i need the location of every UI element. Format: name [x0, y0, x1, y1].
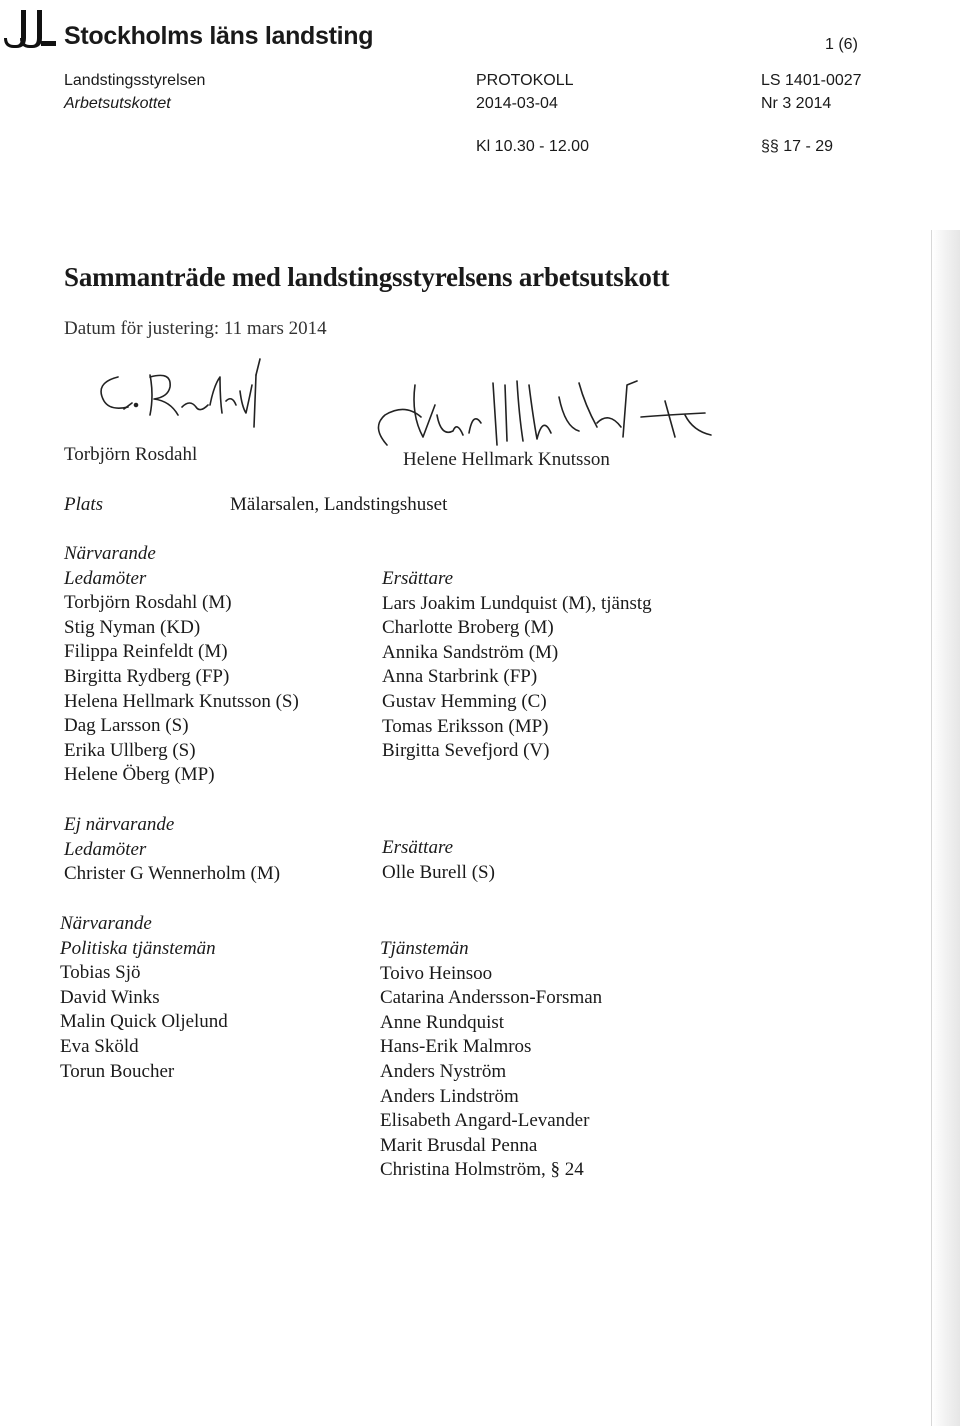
list-item: David Winks [60, 986, 160, 1008]
list-item: Marit Brusdal Penna [380, 1134, 538, 1156]
political-officials-section [60, 912, 228, 1084]
meeting-title: Sammanträde med landstingsstyrelsens arbetsutskott [64, 262, 670, 292]
absent-members-label: Ledamöter [64, 838, 147, 860]
list-item: Olle Burell (S) [382, 861, 495, 883]
list-item: Tobias Sjö [60, 962, 141, 984]
list-item: Elisabeth Angard-Levander [380, 1110, 590, 1132]
location-label: Plats [64, 494, 104, 515]
list-item: Erika Ullberg (S) [64, 739, 196, 761]
list-item: Torun Boucher [60, 1060, 175, 1082]
list-item: Annika Sandström (M) [382, 641, 559, 663]
list-item: Charlotte Broberg (M) [382, 617, 554, 639]
doc-reference: LS 1401-0027 [761, 72, 862, 89]
list-item: Anna Starbrink (FP) [382, 666, 538, 688]
sll-logo-icon [4, 8, 56, 48]
list-item: Filippa Reinfeldt (M) [64, 641, 228, 663]
org-name: Stockholms läns landsting [64, 22, 374, 50]
list-item: Lars Joakim Lundquist (M), tjänstg [382, 592, 652, 614]
list-item: Toivo Heinsoo [380, 962, 493, 984]
signature-rosdahl [80, 355, 280, 445]
list-item: Anne Rundquist [380, 1011, 505, 1033]
list-item: Hans-Erik Malmros [380, 1036, 532, 1058]
absent-heading: Ej närvarande [64, 814, 175, 835]
list-item: Birgitta Rydberg (FP) [64, 665, 230, 687]
political-officials-label: Politiska tjänstemän [60, 937, 216, 959]
committee-name: Landstingsstyrelsen [64, 72, 206, 89]
list-item: Torbjörn Rosdahl (M) [64, 592, 232, 614]
signer-2-name: Helene Hellmark Knutsson [403, 449, 610, 470]
staff-officials-section [380, 937, 602, 1183]
page-number: 1 (6) [825, 36, 858, 53]
list-item: Stig Nyman (KD) [64, 616, 201, 638]
absent-substitutes-label: Ersättare [382, 837, 454, 858]
list-item: Tomas Eriksson (MP) [382, 715, 549, 737]
absent-substitutes-section [382, 836, 495, 885]
present-heading: Närvarande [64, 543, 156, 564]
doc-date: 2014-03-04 [476, 95, 558, 112]
list-item: Dag Larsson (S) [64, 715, 189, 737]
list-item: Catarina Andersson-Forsman [380, 987, 603, 1009]
list-item: Birgitta Sevefjord (V) [382, 740, 550, 762]
present-substitutes-section [382, 567, 652, 764]
list-item: Malin Quick Oljelund [60, 1011, 228, 1033]
list-item: Eva Sköld [60, 1035, 139, 1057]
list-item: Christer G Wennerholm (M) [64, 863, 281, 885]
present-substitutes-label: Ersättare [382, 568, 454, 589]
absent-members-section [64, 813, 280, 887]
header-right [761, 69, 862, 158]
scan-edge [931, 230, 960, 1426]
list-item: Christina Holmström, § 24 [380, 1159, 584, 1181]
adjustment-date: Datum för justering: 11 mars 2014 [64, 318, 327, 339]
subcommittee-name: Arbetsutskottet [64, 95, 171, 112]
list-item: Gustav Hemming (C) [382, 690, 547, 712]
officials-heading: Närvarande [60, 913, 152, 934]
signer-1-name: Torbjörn Rosdahl [64, 444, 198, 465]
doc-number: Nr 3 2014 [761, 95, 832, 112]
doc-time: Kl 10.30 - 12.00 [476, 138, 589, 155]
list-item: Helena Hellmark Knutsson (S) [64, 690, 299, 712]
list-item: Helene Öberg (MP) [64, 764, 215, 786]
location-value: Mälarsalen, Landstingshuset [230, 494, 448, 515]
list-item: Anders Nyström [380, 1060, 507, 1082]
doc-type: PROTOKOLL [476, 72, 574, 89]
paragraph-range: §§ 17 - 29 [761, 138, 834, 155]
staff-officials-label: Tjänstemän [380, 938, 469, 959]
header-left [64, 69, 205, 115]
list-item: Anders Lindström [380, 1085, 519, 1107]
header-middle [476, 69, 589, 158]
present-members-section [64, 542, 299, 788]
present-members-label: Ledamöter [64, 567, 147, 589]
